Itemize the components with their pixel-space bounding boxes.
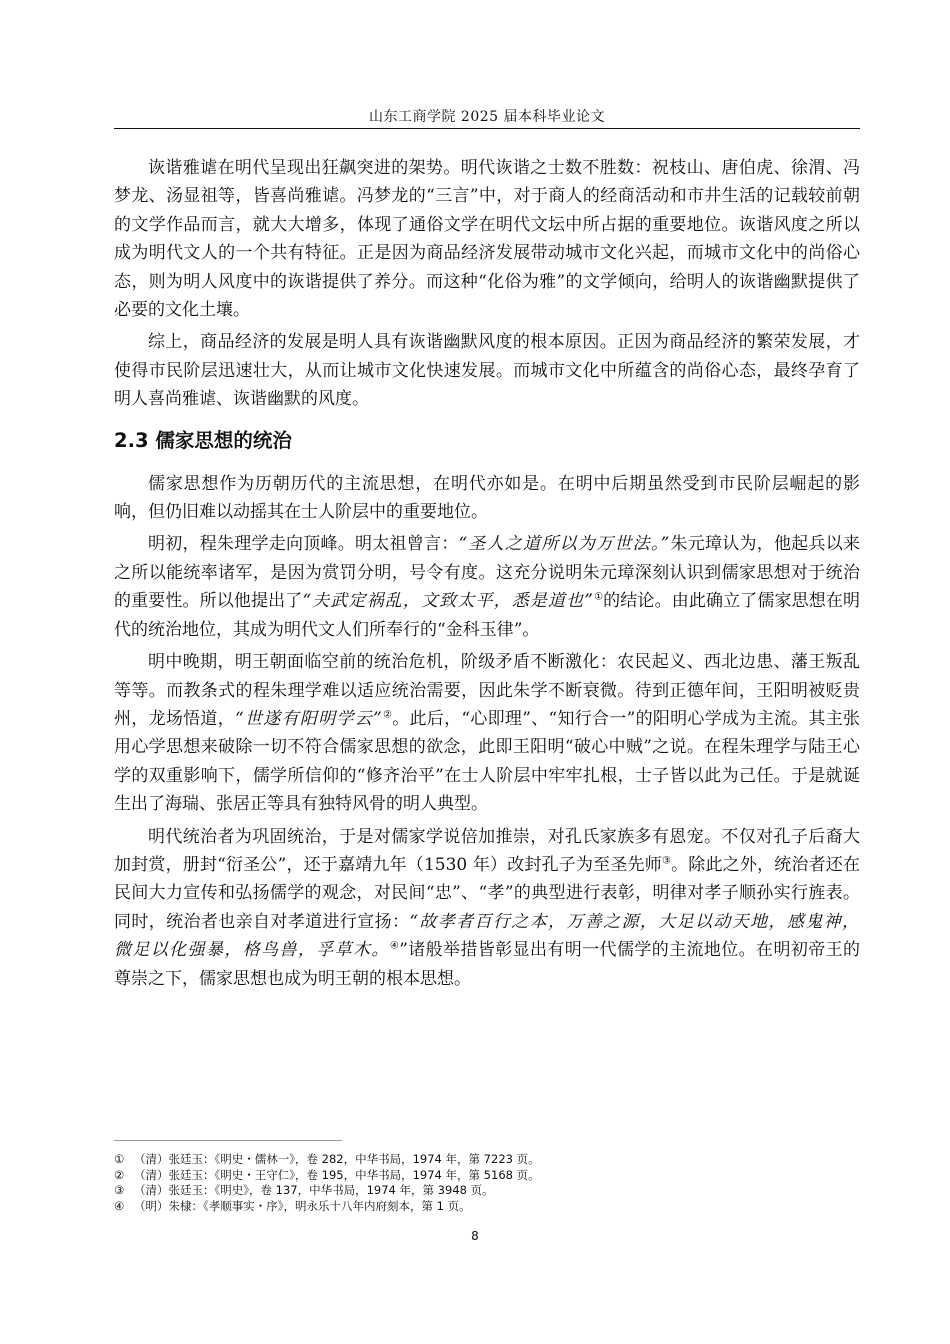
classical-quote: “故孝者百行之本，万善之源，大足以动天地，感鬼神，微足以化强暴，格鸟兽，孚草木。 <box>114 911 860 961</box>
footnote-ref[interactable]: ② <box>382 709 393 721</box>
footnote-text: （清）张廷玉：《明史》，卷 137，中华书局，1974 年，第 3948 页。 <box>134 1183 494 1198</box>
footnote-mark: ① <box>114 1152 125 1166</box>
footnote-mark: ② <box>114 1167 125 1182</box>
classical-quote: “夫武定祸乱，文致太平，悉是道也” <box>302 591 594 612</box>
footnote-separator <box>114 1140 342 1141</box>
footnote <box>114 1168 860 1184</box>
footnote-text: （清）张廷玉：《明史・儒林一》，卷 282，中华书局，1974 年，第 7223 页。 <box>134 1152 540 1166</box>
paragraph-text: 明代统治者为巩固统治，于是对儒家学说倍加推崇，对孔氏家族多有恩宠。不仅对孔子后裔大加封赏，册封“衍圣公”，还于嘉靖九年（1530 年）改封孔子为至圣先师 <box>114 826 860 875</box>
footnote <box>114 1183 860 1199</box>
footnote-ref[interactable]: ③ <box>661 855 672 867</box>
paragraph <box>114 823 860 993</box>
footnote <box>114 1152 860 1168</box>
classical-quote: “圣人之道所以为万世法。” <box>458 534 671 555</box>
paragraph: 诙谐雅谑在明代呈现出狂飙突进的架势。明代诙谐之士数不胜数：祝枝山、唐伯虎、徐渭、冯梦龙、汤显祖等，皆喜尚雅谑。冯梦龙的“三言”中，对于商人的经商活动和市井生活的记载较前朝的文学作品而言，就大大增多，体现了通俗文学在明代文坛中所占据的重要地位。诙谐风度之所以成为明代文人的一个共有特征。正是因为商品经济发展带动城市文化兴起，而城市文化中的尚俗心态，则为明人风度中的诙谐提供了养分。而这种“化俗为雅”的文学倾向，给明人的诙谐幽默提供了必要的文化土壤。 <box>114 158 860 321</box>
footnote-ref[interactable]: ④ <box>389 940 400 952</box>
paragraph <box>114 648 860 818</box>
page-header: 山东工商学院 2025 届本科毕业论文 <box>368 109 606 125</box>
paragraph <box>114 530 860 644</box>
classical-quote: “世遂有阳明学云” <box>235 708 383 729</box>
footnote-mark: ④ <box>114 1198 125 1213</box>
paragraph-text: 的结论。由此确立了儒家思想在明代的统治地位，其成为明代文人们所奉行的“金科玉律”。 <box>114 591 861 640</box>
paragraph-text: 。除此之外，统治者还在民间大力宣传和弘扬儒学的观念，对民间“忠”、“孝”的典型进行表彰，明律对孝子顺孙实行旌表。同时，统治者也亲自对孝道进行宣扬： <box>114 854 860 932</box>
page-number: 8 <box>471 1229 479 1243</box>
header-rule <box>114 128 860 129</box>
paragraph-text: 明初，程朱理学走向顶峰。明太祖曾言： <box>148 534 459 555</box>
page-body <box>114 154 860 993</box>
footnote-text: （明）朱棣：《孝顺事实・序》，明永乐十八年内府刻本，第 1 页。 <box>134 1198 471 1213</box>
paragraph-text: 明中晚期，明王朝面临空前的统治危机，阶级矛盾不断激化：农民起义、西北边患、藩王叛乱等等。而教条式的程朱理学难以适应统治需要，因此朱学不断衰微。待到正德年间，王阳明被贬贵州，龙场悟道， <box>114 652 860 729</box>
footnote-ref[interactable]: ① <box>593 591 604 603</box>
footnotes <box>114 1152 860 1214</box>
footnote <box>114 1199 860 1215</box>
footnote-mark: ③ <box>114 1183 125 1198</box>
paragraph: 综上，商品经济的发展是明人具有诙谐幽默风度的根本原因。正因为商品经济的繁荣发展，才使得市民阶层迅速壮大，从而让城市文化快速发展。而城市文化中所蕴含的尚俗心态，最终孕育了明人喜尚雅谑、诙谐幽默的风度。 <box>114 332 860 410</box>
section-heading: 2.3 儒家思想的统治 <box>114 428 292 452</box>
paragraph: 儒家思想作为历朝历代的主流思想，在明代亦如是。在明中后期虽然受到市民阶层崛起的影响，但仍旧难以动摇其在士人阶层中的重要地位。 <box>114 473 860 523</box>
footnote-text: （清）张廷玉：《明史・王守仁》，卷 195，中华书局，1974 年，第 5168 页。 <box>134 1167 540 1182</box>
paragraph-text: 朱元璋认为，他起兵以来之所以能统率诸军，是因为赏罚分明，号令有度。这充分说明朱元璋深刻认识到儒家思想对于统治的重要性。所以他提出了 <box>114 534 860 612</box>
paragraph-text: 。此后，“心即理”、“知行合一”的阳明心学成为主流。其主张用心学思想来破除一切不符合儒家思想的欲念，此即王阳明“破心中贼”之说。在程朱理学与陆王心学的双重影响下，儒学所信仰的“修齐治平”在士人阶层中牢牢扎根，士子皆以此为己任。于是就诞生出了海瑞、张居正等具有独特风骨的明人典型。 <box>114 708 861 815</box>
paragraph-text: ”诸般举措皆彰显出有明一代儒学的主流地位。在明初帝王的尊崇之下，儒家思想也成为明王朝的根本思想。 <box>114 940 861 989</box>
